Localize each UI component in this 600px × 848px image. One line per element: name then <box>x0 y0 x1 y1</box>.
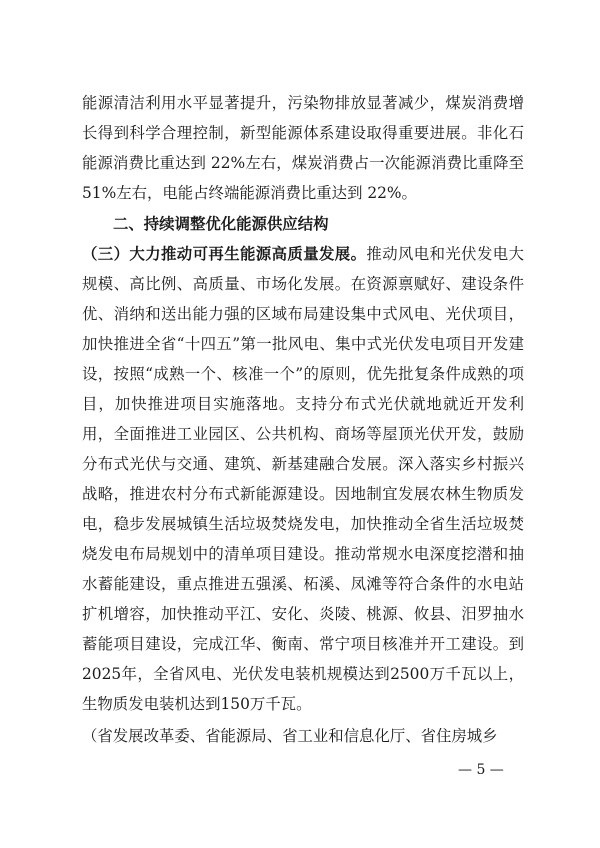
section-heading: 二、持续调整优化能源供应结构 <box>113 215 329 233</box>
paragraph-body-text: 推动风电和光伏发电大规模、高比例、高质量、市场化发展。在资源禀赋好、建设条件优、消纳和送出能力强的区域布局建设集中式风电、光伏项目，加快推进全省“十四五”第一批风电、集中式光伏发电项目开发建设，按照“成熟一个、核准一个”的原则，优先批复条件成熟的项目，加快推进项目实施落地。支持分布式光伏就地就近开发利用，全面推进工业园区、公共机构、商场等屋顶光伏开发，鼓励分布式光伏与交通、建筑、新基建融合发展。深入落实乡村振兴战略，推进农村分布式新能源建设。因地制宜发展农林生物质发电，稳步发展城镇生活垃圾焚烧发电，加快推动全省生活垃圾焚烧发电布局规划中的清单项目建设。推动常规水电深度挖潜和抽水蓄能建设，重点推进五强溪、柘溪、凤滩等符合条件的水电站扩机增容，加快推动平江、安化、炎陵、桃源、攸县、汨罗抽水蓄能项目建设，完成江华、衡南、常宁项目核准并开工建设。到2025年，全省风电、光伏发电装机规模达到2500万千瓦以上，生物质发电装机达到150万千瓦。 <box>82 245 524 713</box>
paragraph-energy-goals: 能源清洁利用水平显著提升，污染物排放显著减少，煤炭消费增长得到科学合理控制，新型能源体系建设取得重要进展。非化石能源消费比重达到 22%左右，煤炭消费占一次能源消费比重降至 51%左右，电能占终端能源消费比重达到 22%。 <box>82 94 524 202</box>
paragraph-lead-title: （三）大力推动可再生能源高质量发展。 <box>82 245 367 263</box>
page-number: — 5 — <box>458 762 504 778</box>
paragraph-renewable-energy <box>82 239 524 719</box>
paragraph-responsible-departments: （省发展改革委、省能源局、省工业和信息化厅、省住房城乡 <box>82 727 498 745</box>
